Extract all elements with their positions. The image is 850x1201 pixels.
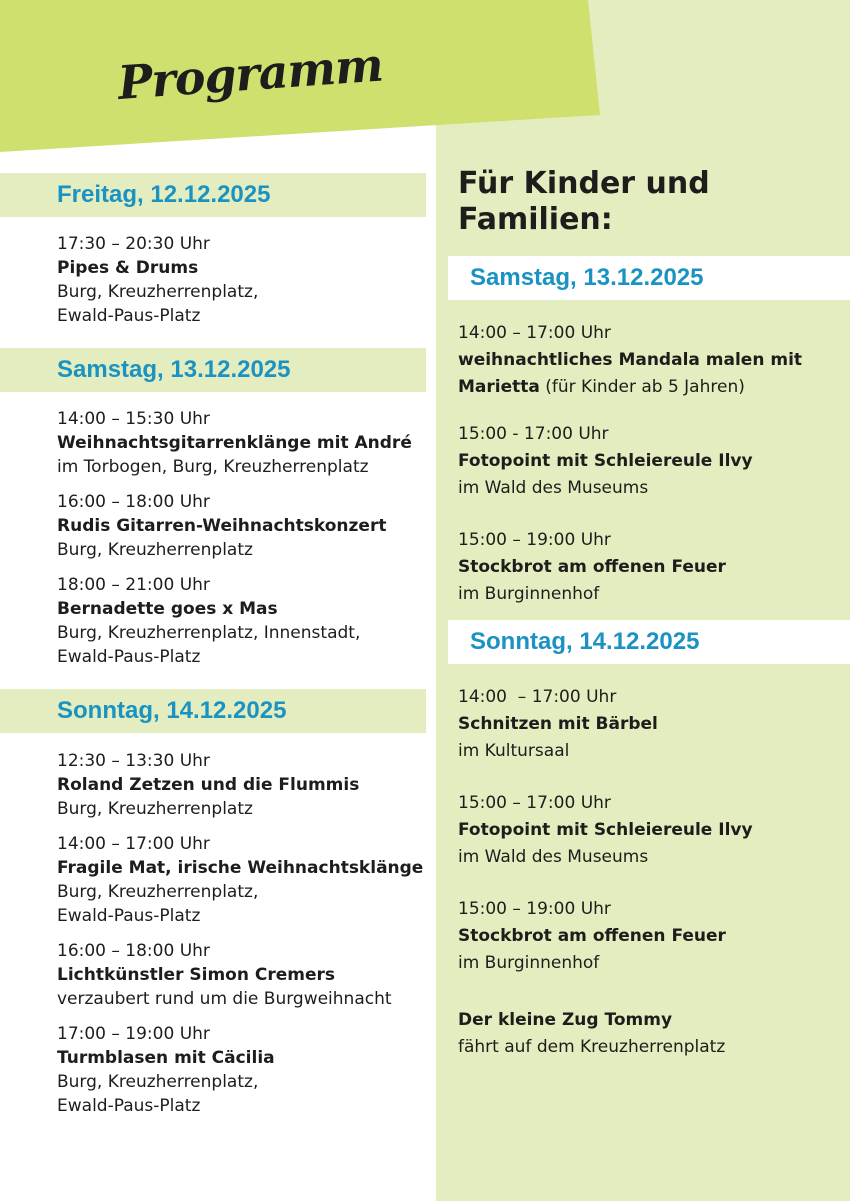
event-time: 16:00 – 18:00 Uhr bbox=[57, 492, 210, 512]
event-item bbox=[57, 832, 437, 928]
event-title: Roland Zetzen und die Flummis bbox=[57, 775, 360, 795]
day-heading-saturday: Samstag, 13.12.2025 bbox=[57, 356, 291, 383]
event-place: Burg, Kreuzherrenplatz, bbox=[57, 1072, 259, 1092]
event-time: 15:00 – 17:00 Uhr bbox=[458, 793, 611, 813]
event-time: 17:00 – 19:00 Uhr bbox=[57, 1024, 210, 1044]
event-place: Burg, Kreuzherrenplatz bbox=[57, 799, 253, 819]
event-time: 14:00 – 17:00 Uhr bbox=[57, 834, 210, 854]
family-heading-line2: Familien: bbox=[458, 202, 613, 237]
event-title: Rudis Gitarren-Weihnachtskonzert bbox=[57, 516, 387, 536]
event-time: 14:00 – 17:00 Uhr bbox=[458, 323, 611, 343]
event-place: im Burginnenhof bbox=[458, 953, 600, 973]
event-title: Stockbrot am offenen Feuer bbox=[458, 926, 726, 946]
event-title: weihnachtliches Mandala malen mit bbox=[458, 350, 803, 370]
event-title: Schnitzen mit Bärbel bbox=[458, 714, 658, 734]
event-place: im Wald des Museums bbox=[458, 847, 649, 867]
event-item bbox=[57, 407, 437, 479]
event-place: Burg, Kreuzherrenplatz, Innenstadt, bbox=[57, 623, 361, 643]
family-day-band-sunday bbox=[448, 620, 850, 664]
event-place: im Wald des Museums bbox=[458, 478, 649, 498]
event-title: Fragile Mat, irische Weihnachtsklänge bbox=[57, 858, 424, 878]
event-title: Stockbrot am offenen Feuer bbox=[458, 557, 726, 577]
event-time: 14:00 – 15:30 Uhr bbox=[57, 409, 210, 429]
family-event-item bbox=[458, 1007, 838, 1061]
event-place: Burg, Kreuzherrenplatz, bbox=[57, 882, 259, 902]
event-place: verzaubert rund um die Burgweihnacht bbox=[57, 989, 392, 1009]
event-item bbox=[57, 490, 437, 562]
event-place: im Kultursaal bbox=[458, 741, 570, 761]
day-band-saturday bbox=[0, 348, 426, 392]
event-title-name: Marietta bbox=[458, 377, 540, 397]
event-time: 17:30 – 20:30 Uhr bbox=[57, 234, 210, 254]
event-place: im Torbogen, Burg, Kreuzherrenplatz bbox=[57, 457, 369, 477]
day-heading-sunday: Sonntag, 14.12.2025 bbox=[57, 697, 287, 724]
event-time: 14:00 – 17:00 Uhr bbox=[458, 687, 617, 707]
event-time: 18:00 – 21:00 Uhr bbox=[57, 575, 210, 595]
event-title: Fotopoint mit Schleiereule Ilvy bbox=[458, 820, 753, 840]
event-time: 12:30 – 13:30 Uhr bbox=[57, 751, 210, 771]
event-item bbox=[57, 573, 437, 669]
day-band-sunday bbox=[0, 689, 426, 733]
family-day-heading-saturday: Samstag, 13.12.2025 bbox=[470, 264, 704, 291]
event-item bbox=[57, 232, 437, 328]
event-time: 15:00 – 19:00 Uhr bbox=[458, 530, 611, 550]
event-place: im Burginnenhof bbox=[458, 584, 600, 604]
event-item bbox=[57, 1022, 437, 1118]
day-heading-friday: Freitag, 12.12.2025 bbox=[57, 181, 271, 208]
event-place: Ewald-Paus-Platz bbox=[57, 306, 201, 326]
family-event-item bbox=[458, 896, 838, 977]
event-time: 15:00 - 17:00 Uhr bbox=[458, 424, 609, 444]
event-title: Turmblasen mit Cäcilia bbox=[57, 1048, 275, 1068]
event-title: Der kleine Zug Tommy bbox=[458, 1010, 673, 1030]
event-place: Burg, Kreuzherrenplatz bbox=[57, 540, 253, 560]
event-title: Pipes & Drums bbox=[57, 258, 199, 278]
event-place: Ewald-Paus-Platz bbox=[57, 1096, 201, 1116]
event-title-continued bbox=[458, 374, 838, 401]
page-title: Programm bbox=[116, 37, 385, 110]
family-event-item bbox=[458, 527, 838, 608]
event-item bbox=[57, 749, 437, 821]
day-band-friday bbox=[0, 173, 426, 217]
event-place: Ewald-Paus-Platz bbox=[57, 906, 201, 926]
family-day-band-saturday bbox=[448, 256, 850, 300]
event-time: 16:00 – 18:00 Uhr bbox=[57, 941, 210, 961]
event-title: Bernadette goes x Mas bbox=[57, 599, 278, 619]
family-event-item bbox=[458, 790, 838, 871]
event-place: fährt auf dem Kreuzherrenplatz bbox=[458, 1037, 726, 1057]
event-title: Weihnachtsgitarrenklänge mit André bbox=[57, 433, 412, 453]
event-title: Fotopoint mit Schleiereule Ilvy bbox=[458, 451, 753, 471]
event-time: 15:00 – 19:00 Uhr bbox=[458, 899, 611, 919]
event-note: (für Kinder ab 5 Jahren) bbox=[539, 377, 745, 397]
event-place: Burg, Kreuzherrenplatz, bbox=[57, 282, 259, 302]
family-event-item bbox=[458, 684, 838, 765]
family-heading bbox=[458, 166, 838, 238]
event-place: Ewald-Paus-Platz bbox=[57, 647, 201, 667]
family-day-heading-sunday: Sonntag, 14.12.2025 bbox=[470, 628, 700, 655]
family-event-item bbox=[458, 320, 838, 401]
family-event-item bbox=[458, 421, 838, 502]
event-item bbox=[57, 939, 437, 1011]
event-title: Lichtkünstler Simon Cremers bbox=[57, 965, 336, 985]
family-heading-line1: Für Kinder und bbox=[458, 166, 710, 201]
